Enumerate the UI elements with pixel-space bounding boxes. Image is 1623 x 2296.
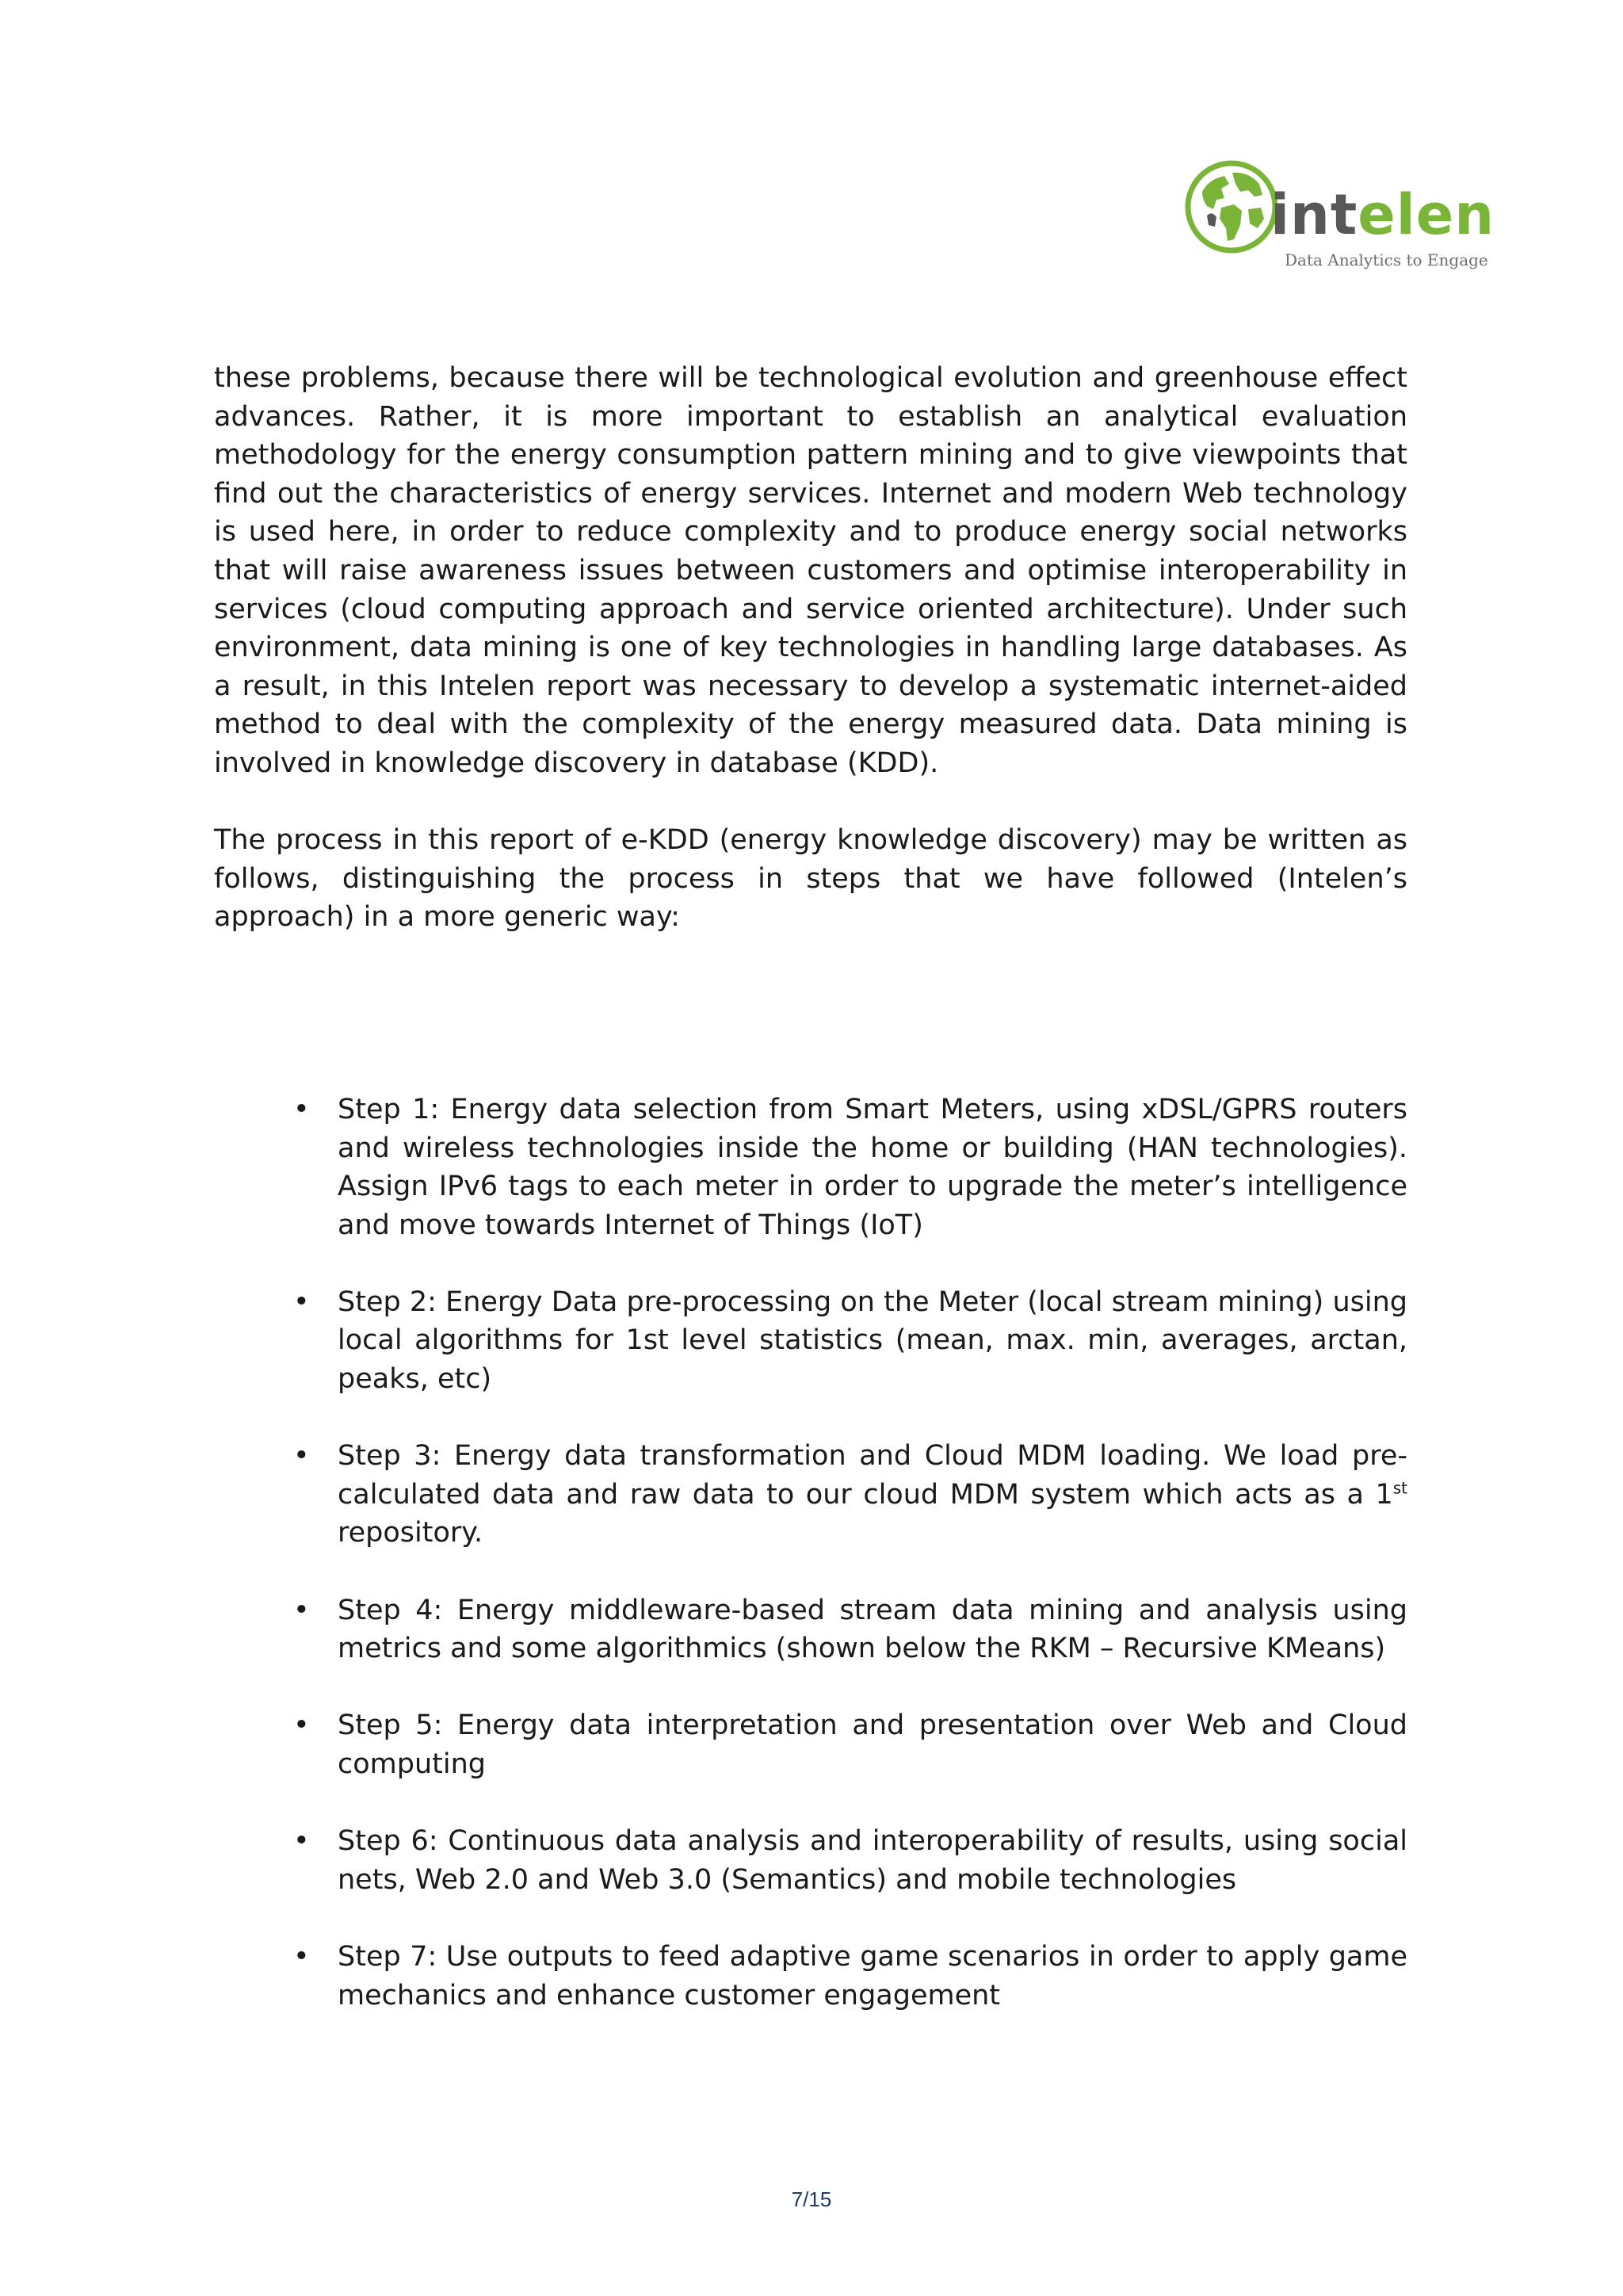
bullet-icon: •: [293, 1093, 310, 1125]
list-item: [214, 1822, 1407, 1899]
logo-wordmark: [1270, 182, 1495, 247]
list-item: [214, 1591, 1407, 1668]
step-text: Step 6: Continuous data analysis and interoperability of results, using social nets, Web 2.0 and Web 3.0 (Semantics) and mobile technologies: [338, 1825, 1407, 1896]
steps-list: [214, 1091, 1407, 2015]
globe-icon: [1185, 160, 1278, 254]
logo-wordmark-green: elen: [1358, 182, 1495, 247]
superscript-st: st: [1392, 1478, 1407, 1498]
page-number: 7/15: [791, 2187, 832, 2211]
bullet-icon: •: [293, 1286, 310, 1318]
bullet-icon: •: [293, 1440, 310, 1473]
list-item: [214, 1938, 1407, 2015]
bullet-icon: •: [293, 1940, 310, 1973]
list-item: [214, 1091, 1407, 1244]
logo-wordmark-grey: int: [1270, 182, 1358, 247]
logo-tagline: Data Analytics to Engage: [1285, 250, 1488, 269]
list-item: [214, 1706, 1407, 1783]
paragraph-process: The process in this report of e-KDD (energy knowledge discovery) may be written as follows, distinguishing the process in steps that we have followed (Intelen’s approach) in a more generic way:: [214, 824, 1407, 934]
bullet-icon: •: [293, 1710, 310, 1742]
paragraph-intro: these problems, because there will be technological evolution and greenhouse effect advances. Rather, it is more important to establish an analytical evaluation methodology for the energy consumption pattern mining and to give viewpoints that find out the characteristics of energy services. Internet and modern Web technology is used here, in order to reduce complexity and to produce energy social networks that will raise awareness issues between customers and optimise interoperability in services (cloud computing approach and service oriented architecture). Under such environment, data mining is one of key technologies in handling large databases. As a result, in this Intelen report was necessary to develop a systematic internet-aided method to deal with the complexity of the energy measured data. Data mining is involved in knowledge discovery in database (KDD).: [214, 362, 1407, 779]
step-text: Step 5: Energy data interpretation and presentation over Web and Cloud computing: [338, 1710, 1407, 1780]
step-text: Step 3: Energy data transformation and Cloud MDM loading. We load pre-calculated data and raw data to our cloud MDM system which acts as a 1: [338, 1440, 1407, 1511]
step-text: Step 1: Energy data selection from Smart Meters, using xDSL/GPRS routers and wireless technologies inside the home or building (HAN technologies). Assign IPv6 tags to each meter in order to upgrade the meter’s intelligence and move towards Internet of Things (IoT): [338, 1093, 1407, 1241]
list-item: [214, 1437, 1407, 1553]
bullet-icon: •: [293, 1594, 310, 1626]
step-text: Step 7: Use outputs to feed adaptive game scenarios in order to apply game mechanics and enhance customer engagement: [338, 1940, 1407, 2011]
intelen-logo: [1185, 160, 1494, 271]
bullet-icon: •: [293, 1825, 310, 1858]
list-item: [214, 1283, 1407, 1399]
step-text: Step 2: Energy Data pre-processing on the Meter (local stream mining) using local algorithms for 1st level statistics (mean, max. min, averages, arctan, peaks, etc): [338, 1286, 1407, 1396]
step-text-tail: repository.: [338, 1517, 483, 1549]
page-body: [214, 359, 1407, 2053]
step-text: Step 4: Energy middleware-based stream data mining and analysis using metrics and some algorithmics (shown below the RKM – Recursive KMeans): [338, 1594, 1407, 1665]
